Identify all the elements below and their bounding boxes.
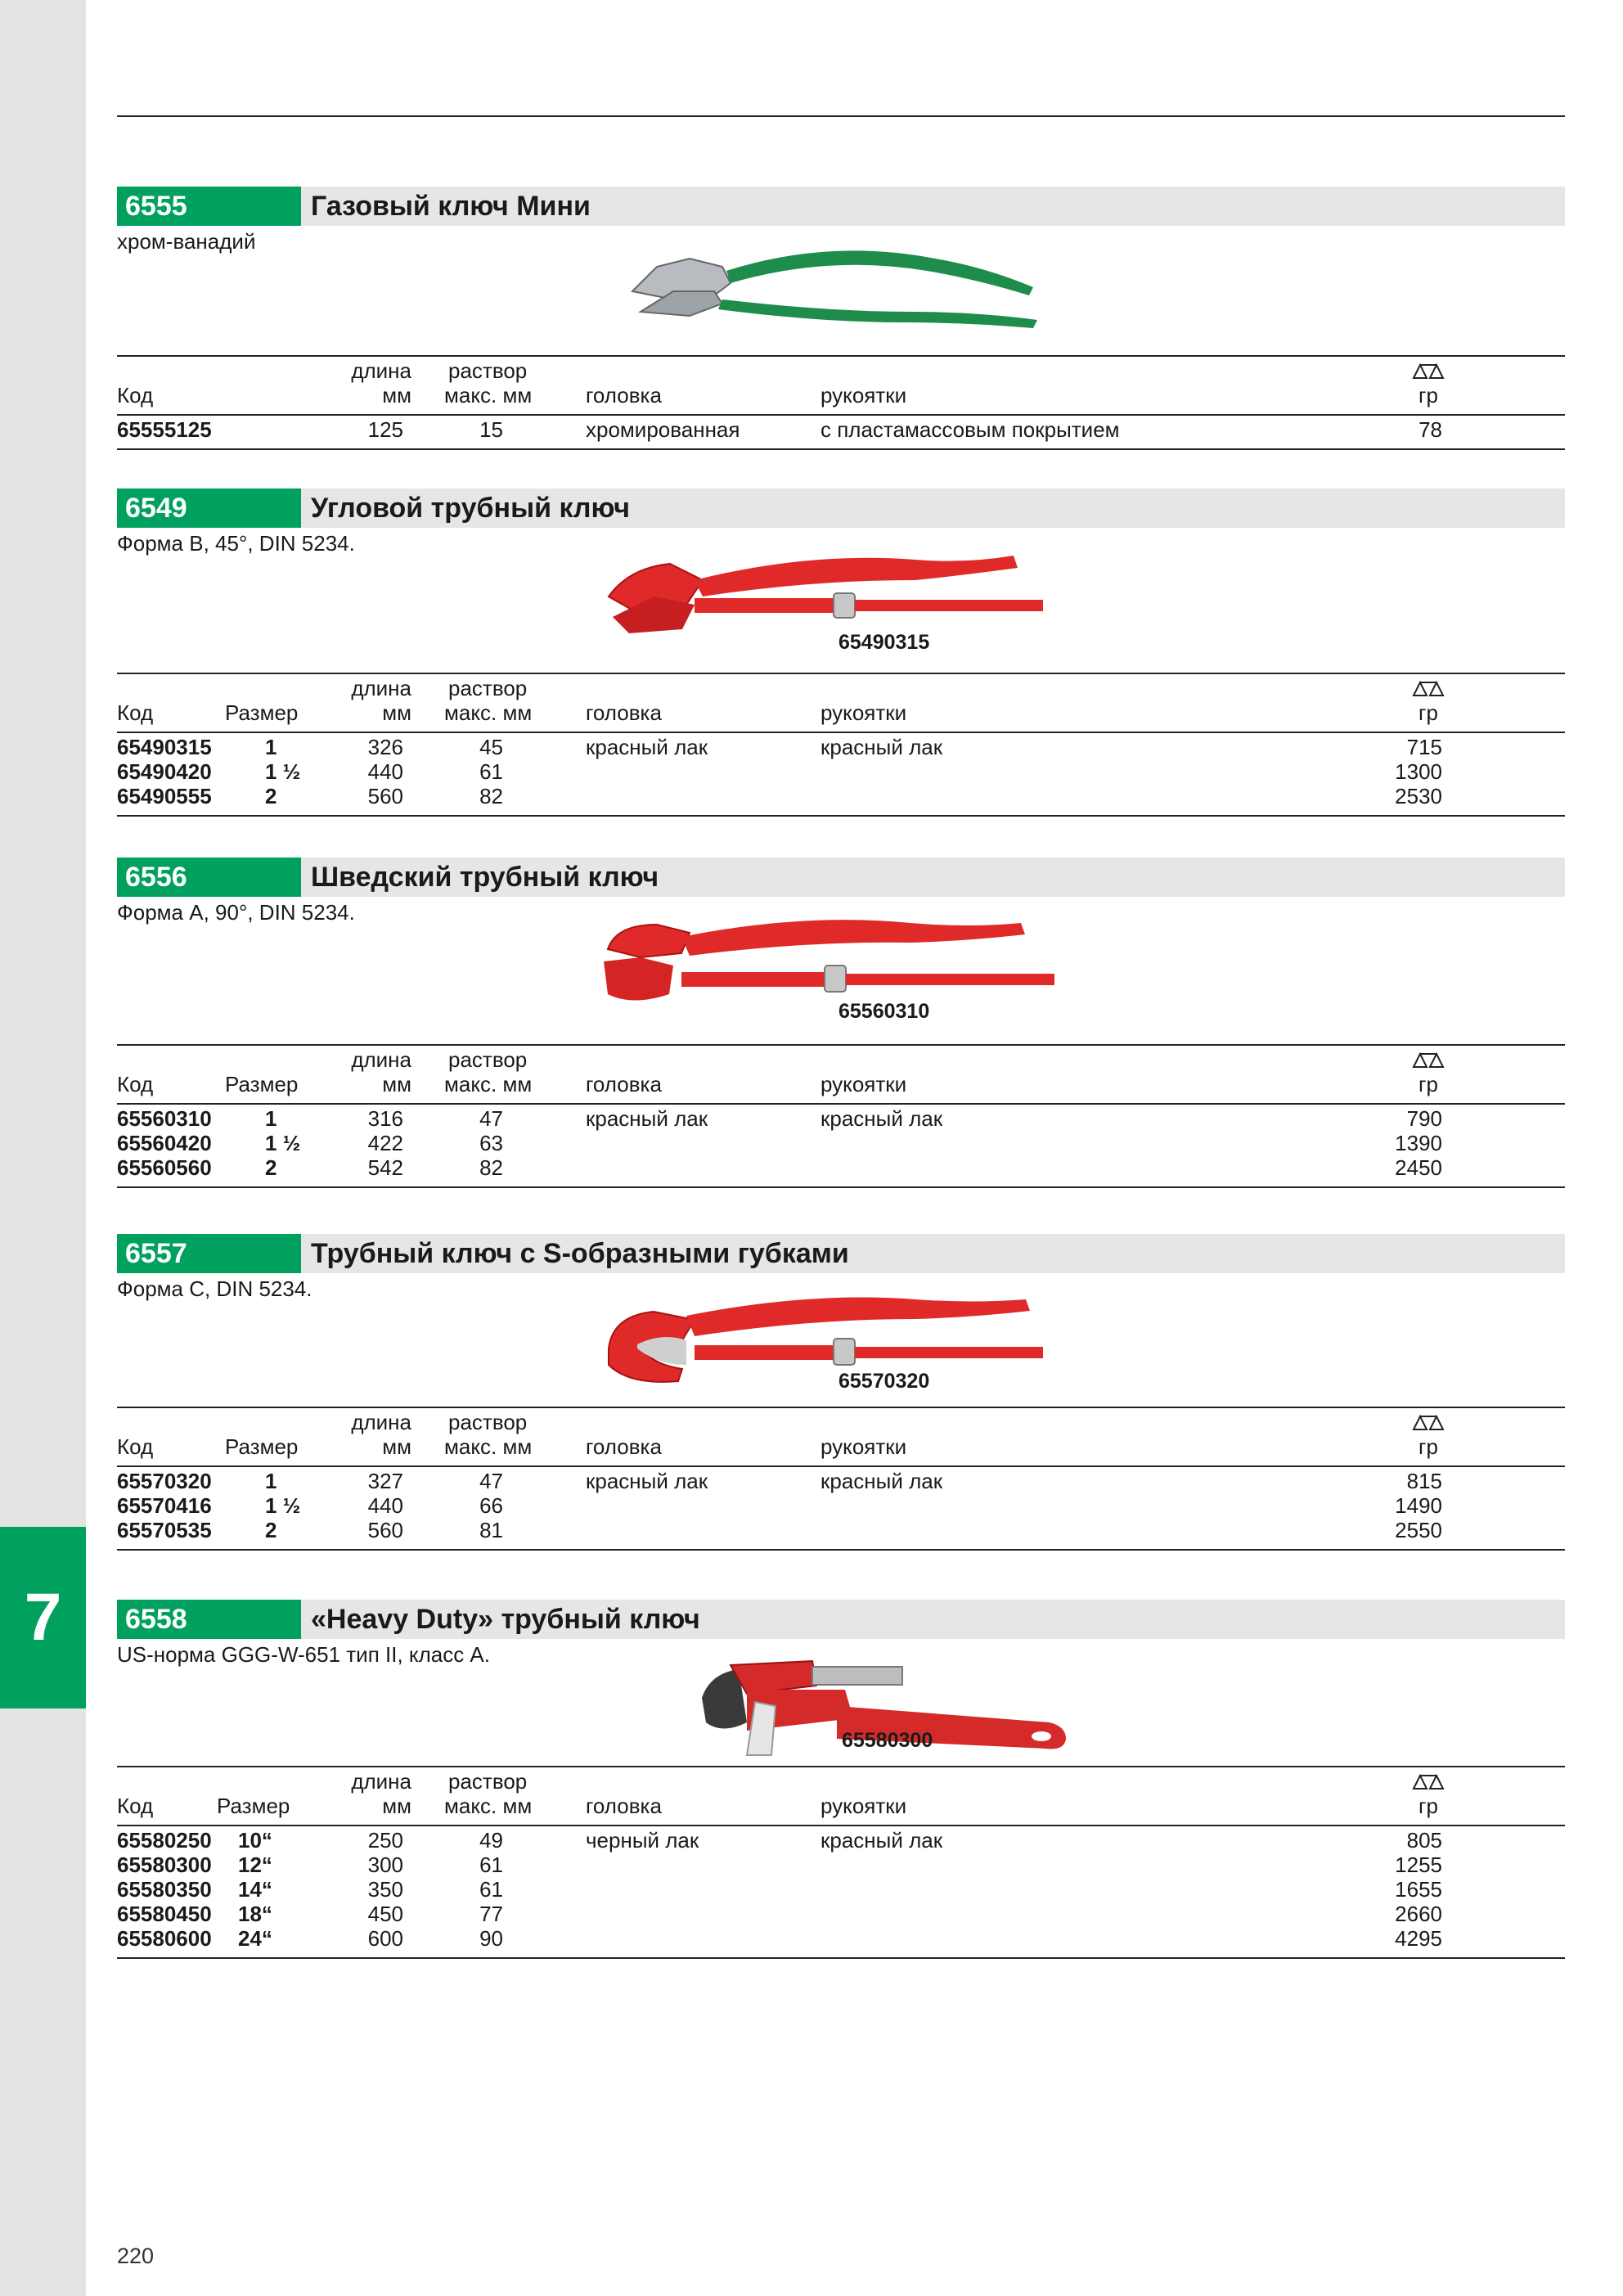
section-6558 bbox=[117, 1600, 1565, 1951]
scale-icon bbox=[1412, 679, 1445, 699]
col-head-header: головка bbox=[586, 1434, 662, 1459]
row-weight: 815 bbox=[1406, 1469, 1442, 1493]
row-length: 316 bbox=[367, 1106, 403, 1131]
image-caption: 65490315 bbox=[838, 631, 930, 654]
pipe-wrench-45-image bbox=[605, 547, 1063, 646]
row-length: 300 bbox=[367, 1853, 403, 1877]
row-opening: 90 bbox=[479, 1926, 503, 1951]
col-length-header-top: длина bbox=[351, 1410, 411, 1434]
row-length: 327 bbox=[367, 1469, 403, 1493]
col-length-header-top: длина bbox=[351, 358, 411, 383]
row-opening: 15 bbox=[479, 417, 503, 442]
section-header bbox=[117, 858, 1565, 897]
row-opening: 47 bbox=[479, 1106, 503, 1131]
row-code: 65580350 bbox=[117, 1877, 212, 1902]
row-size: 24“ bbox=[238, 1926, 272, 1951]
scale-icon bbox=[1412, 1772, 1445, 1792]
col-size-header: Размер bbox=[225, 1072, 299, 1096]
row-weight: 1255 bbox=[1395, 1853, 1442, 1877]
section-number: 6555 bbox=[117, 187, 301, 226]
row-code: 65580250 bbox=[117, 1828, 212, 1853]
row-weight: 805 bbox=[1406, 1828, 1442, 1853]
row-weight: 1390 bbox=[1395, 1131, 1442, 1155]
image-caption: 65580300 bbox=[842, 1729, 933, 1752]
row-length: 440 bbox=[367, 1493, 403, 1518]
section-number: 6558 bbox=[117, 1600, 301, 1639]
col-opening-header-bottom: макс. мм bbox=[444, 700, 533, 725]
pipe-wrench-s-jaw-image bbox=[605, 1291, 1063, 1398]
col-length-header-bottom: мм bbox=[382, 1794, 411, 1818]
section-subtitle: US-норма GGG-W-651 тип II, класс A. bbox=[117, 1642, 490, 1667]
row-length: 440 bbox=[367, 759, 403, 784]
section-title: Газовый ключ Мини bbox=[311, 191, 591, 222]
col-opening-header-bottom: макс. мм bbox=[444, 1794, 533, 1818]
row-length: 350 bbox=[367, 1877, 403, 1902]
col-head-header: головка bbox=[586, 1794, 662, 1818]
row-head: черный лак bbox=[586, 1828, 699, 1853]
col-code-header: Код bbox=[117, 1434, 154, 1459]
col-length-header-bottom: мм bbox=[382, 1072, 411, 1096]
row-weight: 1300 bbox=[1395, 759, 1442, 784]
section-6556 bbox=[117, 858, 1565, 1180]
row-opening: 66 bbox=[479, 1493, 503, 1518]
row-code: 65490555 bbox=[117, 784, 212, 808]
row-length: 326 bbox=[367, 735, 403, 759]
chapter-tab[interactable]: 7 bbox=[0, 1527, 86, 1708]
row-size: 1 bbox=[265, 735, 277, 759]
row-weight: 2550 bbox=[1395, 1518, 1442, 1542]
col-opening-header-bottom: макс. мм bbox=[444, 1072, 533, 1096]
image-caption: 65570320 bbox=[838, 1370, 930, 1393]
col-code-header: Код bbox=[117, 383, 154, 407]
row-head: хромированная bbox=[586, 417, 740, 442]
row-code: 65560560 bbox=[117, 1155, 212, 1180]
pipe-wrench-90-image bbox=[600, 916, 1074, 1023]
section-subtitle: Форма A, 90°, DIN 5234. bbox=[117, 900, 355, 925]
section-subtitle: Форма B, 45°, DIN 5234. bbox=[117, 531, 355, 556]
row-weight: 78 bbox=[1418, 417, 1442, 442]
row-size: 14“ bbox=[238, 1877, 272, 1902]
heavy-duty-pipe-wrench-image bbox=[698, 1657, 1074, 1772]
row-length: 125 bbox=[367, 417, 403, 442]
row-size: 2 bbox=[265, 784, 277, 808]
col-length-header-top: длина bbox=[351, 676, 411, 700]
col-code-header: Код bbox=[117, 1072, 154, 1096]
row-size: 1 bbox=[265, 1469, 277, 1493]
scale-icon bbox=[1412, 1051, 1445, 1070]
col-size-header: Размер bbox=[225, 1434, 299, 1459]
col-length-header-bottom: мм bbox=[382, 1434, 411, 1459]
row-opening: 45 bbox=[479, 735, 503, 759]
col-weight-header: гр bbox=[1418, 1794, 1438, 1818]
scale-icon bbox=[1412, 1413, 1445, 1433]
row-code: 65490315 bbox=[117, 735, 212, 759]
section-subtitle: Форма C, DIN 5234. bbox=[117, 1276, 312, 1301]
row-size: 12“ bbox=[238, 1853, 272, 1877]
row-weight: 2660 bbox=[1395, 1902, 1442, 1926]
row-opening: 81 bbox=[479, 1518, 503, 1542]
section-subtitle: хром-ванадий bbox=[117, 229, 256, 254]
row-code: 65490420 bbox=[117, 759, 212, 784]
row-size: 2 bbox=[265, 1155, 277, 1180]
row-weight: 715 bbox=[1406, 735, 1442, 759]
row-code: 65580450 bbox=[117, 1902, 212, 1926]
row-weight: 1655 bbox=[1395, 1877, 1442, 1902]
col-head-header: головка bbox=[586, 1072, 662, 1096]
row-code: 65570320 bbox=[117, 1469, 212, 1493]
row-weight: 2450 bbox=[1395, 1155, 1442, 1180]
section-6549 bbox=[117, 488, 1565, 808]
scale-icon bbox=[1412, 362, 1445, 381]
row-opening: 61 bbox=[479, 1877, 503, 1902]
row-code: 65570535 bbox=[117, 1518, 212, 1542]
col-head-header: головка bbox=[586, 383, 662, 407]
col-opening-header-top: раствор bbox=[448, 358, 528, 383]
col-handles-header: рукоятки bbox=[820, 383, 907, 407]
row-length: 560 bbox=[367, 1518, 403, 1542]
row-opening: 49 bbox=[479, 1828, 503, 1853]
col-handles-header: рукоятки bbox=[820, 700, 907, 725]
col-head-header: головка bbox=[586, 700, 662, 725]
row-opening: 61 bbox=[479, 759, 503, 784]
row-code: 65570416 bbox=[117, 1493, 212, 1518]
row-code: 65580300 bbox=[117, 1853, 212, 1877]
col-opening-header-bottom: макс. мм bbox=[444, 1434, 533, 1459]
row-head: красный лак bbox=[586, 1469, 708, 1493]
col-size-header: Размер bbox=[225, 700, 299, 725]
row-length: 560 bbox=[367, 784, 403, 808]
row-weight: 2530 bbox=[1395, 784, 1442, 808]
col-length-header-bottom: мм bbox=[382, 700, 411, 725]
col-weight-header: гр bbox=[1418, 1434, 1438, 1459]
row-handles: красный лак bbox=[820, 1469, 943, 1493]
section-title: «Heavy Duty» трубный ключ bbox=[311, 1604, 700, 1635]
col-weight-header: гр bbox=[1418, 700, 1438, 725]
row-size: 10“ bbox=[238, 1828, 272, 1853]
section-6557 bbox=[117, 1234, 1565, 1542]
section-number: 6556 bbox=[117, 858, 301, 897]
row-size: 1 ½ bbox=[265, 759, 301, 784]
row-opening: 61 bbox=[479, 1853, 503, 1877]
row-length: 422 bbox=[367, 1131, 403, 1155]
col-code-header: Код bbox=[117, 700, 154, 725]
row-opening: 77 bbox=[479, 1902, 503, 1926]
row-size: 1 ½ bbox=[265, 1131, 301, 1155]
left-margin-band bbox=[0, 0, 86, 2296]
row-size: 2 bbox=[265, 1518, 277, 1542]
row-weight: 4295 bbox=[1395, 1926, 1442, 1951]
col-handles-header: рукоятки bbox=[820, 1794, 907, 1818]
row-opening: 82 bbox=[479, 784, 503, 808]
col-weight-header: гр bbox=[1418, 1072, 1438, 1096]
row-code: 65560310 bbox=[117, 1106, 212, 1131]
row-length: 600 bbox=[367, 1926, 403, 1951]
row-handles: красный лак bbox=[820, 1828, 943, 1853]
col-weight-header: гр bbox=[1418, 383, 1438, 407]
row-head: красный лак bbox=[586, 1106, 708, 1131]
row-code: 65555125 bbox=[117, 417, 212, 442]
section-number: 6557 bbox=[117, 1234, 301, 1273]
col-size-header: Размер bbox=[217, 1794, 290, 1818]
section-6555 bbox=[117, 187, 1565, 442]
section-header bbox=[117, 488, 1565, 528]
col-opening-header-top: раствор bbox=[448, 1410, 528, 1434]
section-title: Угловой трубный ключ bbox=[311, 493, 630, 524]
col-opening-header-top: раствор bbox=[448, 1769, 528, 1794]
row-opening: 63 bbox=[479, 1131, 503, 1155]
section-header bbox=[117, 187, 1565, 226]
section-title: Шведский трубный ключ bbox=[311, 862, 659, 893]
row-opening: 82 bbox=[479, 1155, 503, 1180]
row-head: красный лак bbox=[586, 735, 708, 759]
row-opening: 47 bbox=[479, 1469, 503, 1493]
top-rule bbox=[117, 115, 1565, 117]
row-length: 450 bbox=[367, 1902, 403, 1926]
col-code-header: Код bbox=[117, 1794, 154, 1818]
col-handles-header: рукоятки bbox=[820, 1072, 907, 1096]
row-handles: с пластамассовым покрытием bbox=[820, 417, 1120, 442]
col-handles-header: рукоятки bbox=[820, 1434, 907, 1459]
pliers-wrench-image bbox=[624, 234, 1050, 332]
page-number: 220 bbox=[117, 2244, 155, 2268]
row-size: 1 bbox=[265, 1106, 277, 1131]
row-length: 250 bbox=[367, 1828, 403, 1853]
section-title: Трубный ключ с S-образными губками bbox=[311, 1238, 849, 1269]
image-caption: 65560310 bbox=[838, 1000, 930, 1023]
col-opening-header-bottom: макс. мм bbox=[444, 383, 533, 407]
col-opening-header-top: раствор bbox=[448, 676, 528, 700]
row-handles: красный лак bbox=[820, 1106, 943, 1131]
row-weight: 1490 bbox=[1395, 1493, 1442, 1518]
section-header bbox=[117, 1234, 1565, 1273]
section-number: 6549 bbox=[117, 488, 301, 528]
row-code: 65560420 bbox=[117, 1131, 212, 1155]
col-length-header-top: длина bbox=[351, 1047, 411, 1072]
section-header bbox=[117, 1600, 1565, 1639]
row-handles: красный лак bbox=[820, 735, 943, 759]
col-length-header-bottom: мм bbox=[382, 383, 411, 407]
row-code: 65580600 bbox=[117, 1926, 212, 1951]
col-opening-header-top: раствор bbox=[448, 1047, 528, 1072]
row-size: 18“ bbox=[238, 1902, 272, 1926]
row-size: 1 ½ bbox=[265, 1493, 301, 1518]
col-length-header-top: длина bbox=[351, 1769, 411, 1794]
row-weight: 790 bbox=[1406, 1106, 1442, 1131]
row-length: 542 bbox=[367, 1155, 403, 1180]
